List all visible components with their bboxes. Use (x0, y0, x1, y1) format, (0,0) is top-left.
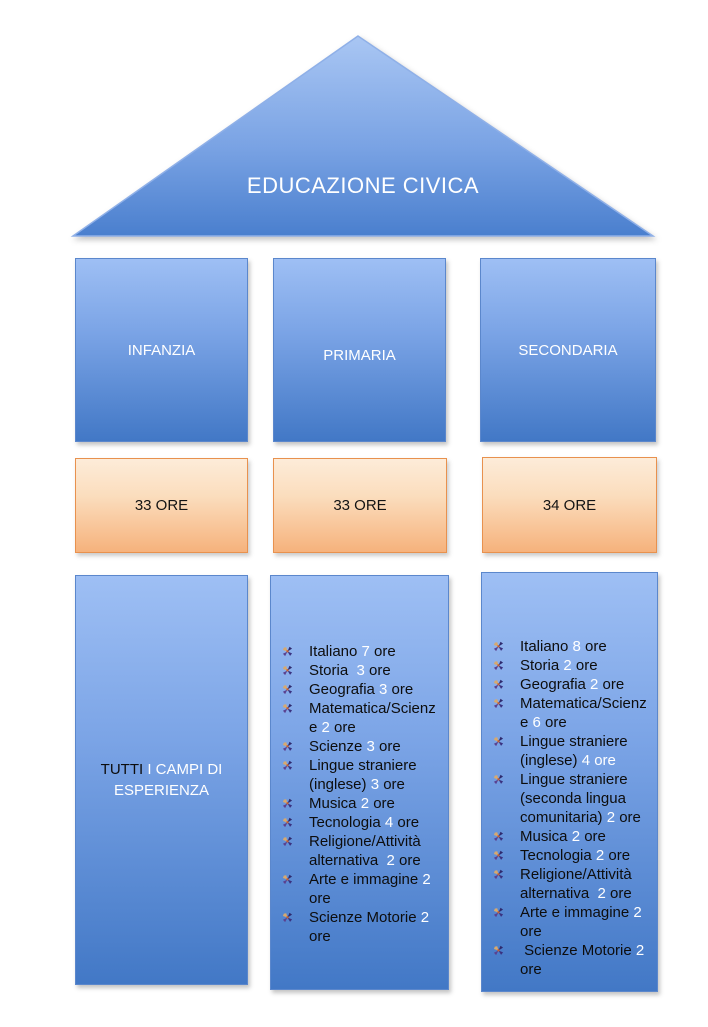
subject-text (309, 908, 442, 946)
text-segment: Lingue straniere (seconda lingua comunitaria) (520, 771, 632, 826)
pinwheel-bullet-icon (282, 741, 293, 752)
subject-item (493, 770, 651, 827)
text-segment: ore (394, 852, 421, 869)
text-segment: ore (580, 828, 606, 845)
text-segment: 2 (633, 904, 642, 921)
hours-label: 34 ORE (542, 496, 597, 514)
subject-text (309, 699, 442, 737)
text-segment: I CAMPI DI ESPERIENZA (113, 761, 227, 799)
pinwheel-bullet-icon (282, 912, 293, 923)
text-segment: 2 (563, 657, 572, 674)
subject-text (309, 642, 442, 661)
text-segment: Musica (520, 828, 572, 845)
pinwheel-bullet-icon (493, 679, 504, 690)
text-segment: Lingue straniere (inglese) (520, 733, 632, 769)
subject-item (282, 832, 442, 870)
pinwheel-bullet-icon (493, 774, 504, 785)
subject-text (309, 661, 442, 680)
pinwheel-bullet-icon (493, 660, 504, 671)
text-segment: 2 (386, 852, 395, 869)
subject-item (493, 656, 651, 675)
subject-item (282, 908, 442, 946)
text-segment: Scienze (309, 738, 367, 755)
pinwheel-bullet-icon (493, 698, 504, 709)
subject-text (309, 794, 442, 813)
level-box-secondaria (480, 258, 656, 442)
subject-text (520, 941, 651, 979)
text-segment: Religione/Attività alternativa (309, 833, 425, 869)
text-segment: 2 (606, 809, 616, 826)
subject-item (282, 794, 442, 813)
subject-text (520, 637, 651, 656)
hours-box-infanzia (75, 458, 248, 553)
text-segment: 2 (595, 847, 605, 864)
text-segment: Arte e immagine (520, 904, 634, 921)
subject-text (520, 865, 651, 903)
text-segment: Italiano (520, 638, 573, 655)
subject-item (282, 699, 442, 737)
text-segment: Tecnologia (309, 814, 385, 831)
level-label: INFANZIA (127, 341, 196, 359)
pinwheel-bullet-icon (282, 836, 293, 847)
hours-box-secondaria (482, 457, 657, 553)
text-segment: 4 ore (581, 752, 616, 769)
text-segment: 2 (360, 795, 370, 812)
diagram-title: EDUCAZIONE CIVICA (246, 173, 480, 198)
pinwheel-bullet-icon (282, 665, 293, 676)
pinwheel-bullet-icon (493, 831, 504, 842)
subject-text (520, 903, 651, 941)
text-segment: Musica (309, 795, 361, 812)
text-segment: Scienze Motorie (309, 909, 421, 926)
pinwheel-bullet-icon (493, 945, 504, 956)
text-segment: 3 (379, 681, 388, 698)
subject-text (520, 846, 651, 865)
pinwheel-bullet-icon (493, 907, 504, 918)
text-segment: 2 (321, 719, 330, 736)
subject-item (493, 827, 651, 846)
text-segment: Religione/Attività alternativa (520, 866, 636, 902)
subject-text (520, 732, 651, 770)
text-segment: 2 (590, 676, 599, 693)
text-segment: ore (605, 885, 632, 902)
text-segment: 3 (370, 776, 380, 793)
pinwheel-bullet-icon (282, 703, 293, 714)
text-segment: ore (540, 714, 567, 731)
text-segment: Scienze Motorie (520, 942, 636, 959)
text-segment: Lingue straniere (inglese) (309, 757, 421, 793)
text-segment: TUTTI (100, 761, 144, 778)
subject-text (309, 756, 442, 794)
pinwheel-bullet-icon (282, 760, 293, 771)
text-segment: ore (329, 719, 356, 736)
text-segment: 2 (422, 871, 431, 888)
pinwheel-bullet-icon (493, 736, 504, 747)
subject-list (271, 576, 448, 946)
subject-item (282, 813, 442, 832)
text-segment: Italiano (309, 643, 362, 660)
text-segment: 3 (366, 738, 375, 755)
subject-text (520, 675, 651, 694)
subject-text (309, 737, 442, 756)
pinwheel-bullet-icon (282, 646, 293, 657)
subject-item (282, 680, 442, 699)
subject-item (493, 846, 651, 865)
text-segment: ore (369, 643, 396, 660)
subject-list (482, 573, 657, 979)
text-segment: ore (580, 638, 607, 655)
text-segment: ore (393, 814, 420, 831)
text-segment: ore (615, 809, 641, 826)
level-box-primaria (273, 258, 446, 442)
text-segment: Matematica/Scienze (309, 700, 436, 736)
text-segment: 3 (356, 662, 365, 679)
text-segment: ore (387, 681, 414, 698)
hours-label: 33 ORE (134, 497, 189, 514)
text-segment: ore (369, 795, 395, 812)
subject-text (309, 813, 442, 832)
level-box-infanzia (75, 258, 248, 442)
text-segment: 2 (420, 909, 430, 926)
text-segment: 2 (635, 942, 645, 959)
text-segment: 4 (384, 814, 394, 831)
subject-item (493, 694, 651, 732)
triangle-shape-icon (70, 33, 656, 239)
text-segment: Arte e immagine (309, 871, 423, 888)
text-segment: ore (379, 776, 405, 793)
pinwheel-bullet-icon (282, 874, 293, 885)
subject-item (493, 941, 651, 979)
pinwheel-bullet-icon (493, 869, 504, 880)
subject-text (520, 656, 651, 675)
subject-item (282, 737, 442, 756)
text-segment: 8 (572, 638, 581, 655)
subject-text (309, 680, 442, 699)
subject-item (493, 732, 651, 770)
text-segment: ore (374, 738, 401, 755)
text-segment: Storia (520, 657, 564, 674)
text-segment: ore (571, 657, 598, 674)
text-segment: ore (604, 847, 631, 864)
text-segment: ore (309, 871, 435, 907)
subject-item (282, 756, 442, 794)
pinwheel-bullet-icon (493, 641, 504, 652)
text-segment: ore (364, 662, 391, 679)
detail-box-infanzia (75, 575, 248, 985)
subject-item (493, 903, 651, 941)
pinwheel-bullet-icon (282, 817, 293, 828)
subject-text (309, 832, 442, 870)
hours-label: 33 ORE (333, 497, 387, 514)
subject-text (520, 770, 651, 827)
subject-text (520, 827, 651, 846)
pinwheel-bullet-icon (282, 684, 293, 695)
subject-item (282, 661, 442, 680)
level-label: SECONDARIA (518, 341, 618, 359)
text-segment: Matematica/Scienze (520, 695, 647, 731)
level-label: PRIMARIA (323, 346, 396, 364)
pinwheel-bullet-icon (493, 850, 504, 861)
text-segment: ore (520, 942, 649, 978)
text-segment: 6 (532, 714, 541, 731)
subject-item (493, 675, 651, 694)
roof-triangle (70, 33, 656, 239)
text-segment: ore (520, 904, 646, 940)
text-segment: Storia (309, 662, 357, 679)
text-segment: 2 (571, 828, 581, 845)
subject-text (520, 694, 651, 732)
hours-box-primaria (273, 458, 447, 553)
fields-of-experience-text (86, 759, 238, 801)
subject-item (282, 870, 442, 908)
subject-text (309, 870, 442, 908)
text-segment: Tecnologia (520, 847, 596, 864)
text-segment: Geografia (309, 681, 380, 698)
text-segment: Geografia (520, 676, 591, 693)
subject-item (493, 637, 651, 656)
detail-box-secondaria (481, 572, 658, 992)
text-segment: ore (309, 909, 434, 945)
subject-item (282, 642, 442, 661)
pinwheel-bullet-icon (282, 798, 293, 809)
text-segment: ore (598, 676, 625, 693)
subject-item (493, 865, 651, 903)
text-segment: 7 (361, 643, 370, 660)
text-segment: 2 (597, 885, 606, 902)
detail-box-primaria (270, 575, 449, 990)
